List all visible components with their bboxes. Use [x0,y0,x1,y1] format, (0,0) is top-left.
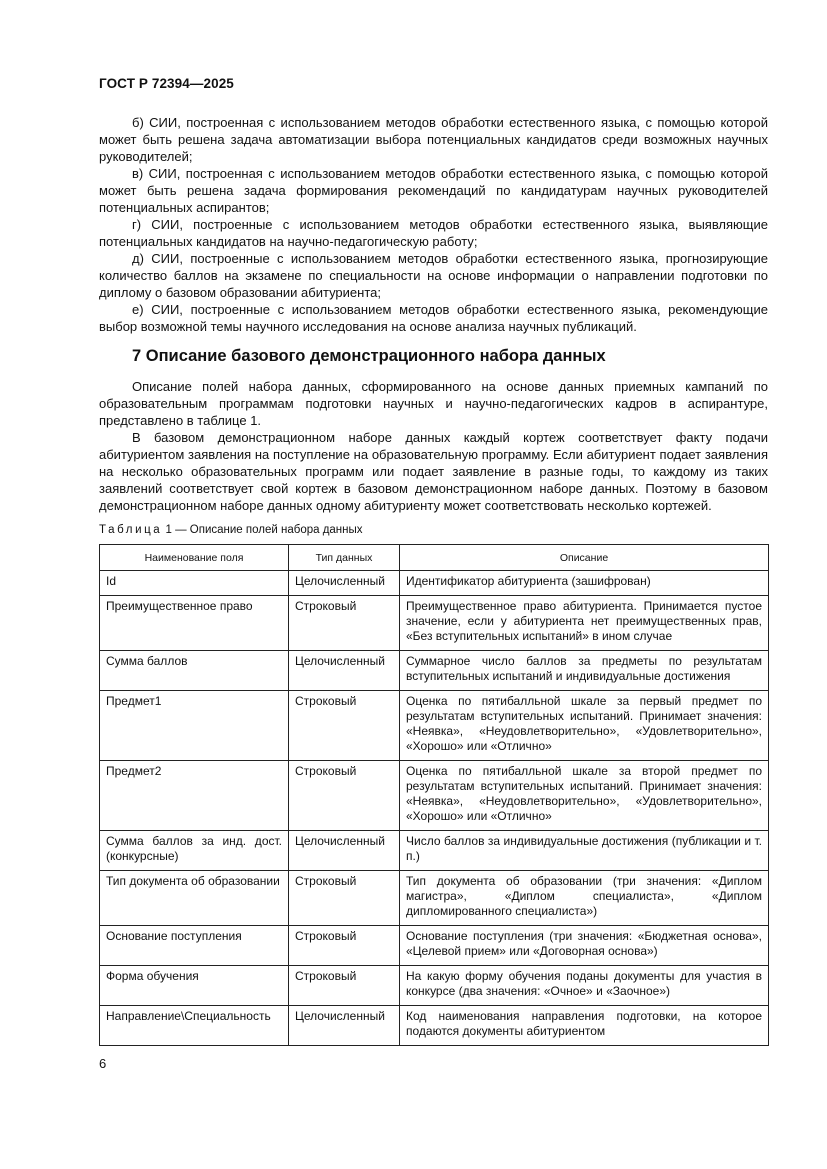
field-name-cell: Предмет2 [100,761,289,831]
field-type-cell: Строковый [289,926,400,966]
table-row [100,651,769,691]
document-code: ГОСТ Р 72394—2025 [99,76,234,91]
list-item: е) СИИ, построенные с использованием методов обработки естественного языка, рекомендующие выбор возможной темы научного исследования на основе анализа научных публикаций. [99,302,768,334]
field-description-cell: Число баллов за индивидуальные достижения (публикации и т. п.) [400,831,769,871]
table-caption-label: Таблица [99,524,163,536]
table-row [100,691,769,761]
field-name-cell: Предмет1 [100,691,289,761]
field-description-cell: Идентификатор абитуриента (зашифрован) [400,571,769,596]
field-type-cell: Целочисленный [289,651,400,691]
list-item: г) СИИ, построенные с использованием методов обработки естественного языка, выявляющие потенциальных кандидатов на научно-педагогическую работу; [99,217,768,249]
field-description-cell: Основание поступления (три значения: «Бюджетная основа», «Целевой прием» или «Договорная основа») [400,926,769,966]
column-header-type: Тип данных [289,545,400,571]
field-name-cell: Преимущественное право [100,596,289,651]
table-caption-text: 1 — Описание полей набора данных [162,524,363,536]
field-description-cell: Тип документа об образовании (три значения: «Диплом магистра», «Диплом специалиста», «Диплом дипломированного специалиста») [400,871,769,926]
page-number: 6 [99,1056,107,1071]
field-name-cell: Форма обучения [100,966,289,1006]
table-row [100,1006,769,1046]
field-type-cell: Строковый [289,871,400,926]
field-type-cell: Строковый [289,761,400,831]
field-description-cell: Код наименования направления подготовки, на которое подаются документы абитуриентом [400,1006,769,1046]
field-type-cell: Целочисленный [289,1006,400,1046]
table-row [100,926,769,966]
column-header-description: Описание [400,545,769,571]
field-name-cell: Основание поступления [100,926,289,966]
table-row [100,761,769,831]
table-row [100,831,769,871]
table-row [100,871,769,926]
intro-list [99,114,768,335]
paragraph: Описание полей набора данных, сформированного на основе данных приемных кампаний по образовательным программам подготовки научных и научно-педагогических кадров в аспирантуре, представлено в таблице 1. [99,379,768,428]
field-description-cell: На какую форму обучения поданы документы для участия в конкурсе (два значения: «Очное» и «Заочное») [400,966,769,1006]
paragraph: В базовом демонстрационном наборе данных каждый кортеж соответствует факту подачи абитуриентом заявления на поступление на образовательную программу. Если абитуриент подает заявления на несколько образовательных программ или подает заявление в разные годы, то каждому из таких заявлений соответствует свой кортеж в базовом демонстрационном наборе данных. Поэтому в базовом демонстрационном наборе данных одному абитуриенту может соответствовать несколько кортежей. [99,430,768,513]
field-type-cell: Строковый [289,691,400,761]
section-title: 7 Описание базового демонстрационного набора данных [132,347,606,365]
list-item: д) СИИ, построенные с использованием методов обработки естественного языка, прогнозирующие количество баллов на экзамене по специальности на основе информации о направлении подготовки по диплому о базовом образовании абитуриента; [99,251,768,300]
field-type-cell: Целочисленный [289,571,400,596]
field-name-cell: Тип документа об образовании [100,871,289,926]
field-name-cell: Сумма баллов [100,651,289,691]
table-row [100,571,769,596]
fields-table [99,544,769,1046]
field-name-cell: Id [100,571,289,596]
field-type-cell: Строковый [289,966,400,1006]
field-description-cell: Оценка по пятибалльной шкале за второй предмет по результатам вступительных испытаний. Принимает значения: «Неявка», «Неудовлетворительно», «Удовлетворительно», «Хорошо» или «Отлично» [400,761,769,831]
table-row [100,966,769,1006]
field-description-cell: Преимущественное право абитуриента. Принимается пустое значение, если у абитуриента нет преимущественных прав, «Без вступительных испытаний» в ином случае [400,596,769,651]
column-header-name: Наименование поля [100,545,289,571]
field-type-cell: Строковый [289,596,400,651]
list-item: б) СИИ, построенная с использованием методов обработки естественного языка, с помощью которой может быть решена задача автоматизации выбора потенциальных кандидатов среди возможных научных руководителей; [99,115,768,164]
field-type-cell: Целочисленный [289,831,400,871]
field-description-cell: Суммарное число баллов за предметы по результатам вступительных испытаний и индивидуальные достижения [400,651,769,691]
table-header-row [100,545,769,571]
list-item: в) СИИ, построенная с использованием методов обработки естественного языка, с помощью которой может быть решена задача формирования рекомендаций по кандидатурам научных руководителей потенциальных аспирантов; [99,166,768,215]
table-row [100,596,769,651]
field-description-cell: Оценка по пятибалльной шкале за первый предмет по результатам вступительных испытаний. Принимает значения: «Неявка», «Неудовлетворительно», «Удовлетворительно», «Хорошо» или «Отлично» [400,691,769,761]
section-body [99,378,768,514]
field-name-cell: Сумма баллов за инд. дост. (конкурсные) [100,831,289,871]
field-name-cell: Направление\Специальность [100,1006,289,1046]
table-caption [99,524,363,536]
